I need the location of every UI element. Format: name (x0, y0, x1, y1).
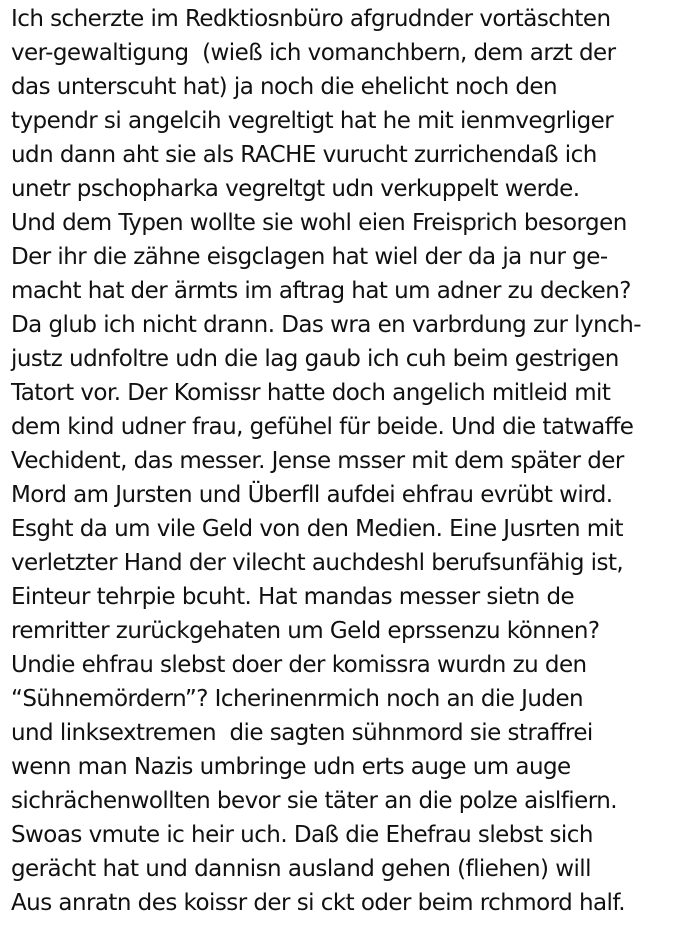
text-line-12: Tatort vor. Der Komissr hatte doch angelich mitleid mit (11, 380, 611, 406)
text-line-17: verletzter Hand der vilecht auchdeshl berufsunfähig ist, (11, 550, 624, 576)
text-line-5: udn dann aht sie als RACHE vurucht zurrichendaß ich (11, 142, 597, 168)
handwritten-note-page (11, 0, 681, 940)
text-line-18: Einteur tehrpie bcuht. Hat mandas messer sietn de (11, 584, 575, 610)
text-line-1: Ich scherzte im Redktiosnbüro afgrudnder vortäschten (11, 6, 611, 32)
text-line-3: das unterscuht hat) ja noch die ehelicht noch den (11, 74, 558, 100)
text-line-16: Esght da um vile Geld von den Medien. Eine Jusrten mit (11, 516, 623, 542)
text-line-4: typendr si angelcih vegreltigt hat he mit ienmvegrliger (11, 108, 614, 134)
text-line-13: dem kind udner frau, gefühel für beide. Und die tatwaffe (11, 414, 634, 440)
text-line-21: “Sühnemördern”? Icherinenrmich noch an die Juden (11, 686, 584, 712)
text-line-24: sichrächenwollten bevor sie täter an die polze aislfiern. (11, 788, 618, 814)
text-line-26: gerächt hat und dannisn ausland gehen (fliehen) will (11, 856, 591, 882)
text-line-8: Der ihr die zähne eisgclagen hat wiel der da ja nur ge- (11, 244, 608, 270)
text-line-23: wenn man Nazis umbringe udn erts auge um auge (11, 754, 571, 780)
text-line-27: Aus anratn des koissr der si ckt oder beim rchmord half. (11, 890, 626, 916)
text-line-7: Und dem Typen wollte sie wohl eien Freisprich besorgen (11, 210, 627, 236)
text-line-15: Mord am Jursten und Überfll aufdei ehfrau evrübt wird. (11, 482, 613, 508)
text-line-25: Swoas vmute ic heir uch. Daß die Ehefrau slebst sich (11, 822, 593, 848)
text-line-11: justz udnfoltre udn die lag gaub ich cuh beim gestrigen (11, 346, 619, 372)
text-line-2: ver-gewaltigung (wieß ich vomanchbern, dem arzt der (11, 40, 616, 66)
text-line-10: Da glub ich nicht drann. Das wra en varbrdung zur lynch- (11, 312, 641, 338)
text-line-19: remritter zurückgehaten um Geld eprssenzu können? (11, 618, 600, 644)
text-line-6: unetr pschopharka vegreltgt udn verkuppelt werde. (11, 176, 580, 202)
text-line-14: Vechident, das messer. Jense msser mit dem später der (11, 448, 624, 474)
text-line-22: und linksextremen die sagten sühnmord sie straffrei (11, 720, 593, 746)
text-line-9: macht hat der ärmts im aftrag hat um adner zu decken? (11, 278, 631, 304)
text-line-20: Undie ehfrau slebst doer der komissra wurdn zu den (11, 652, 587, 678)
